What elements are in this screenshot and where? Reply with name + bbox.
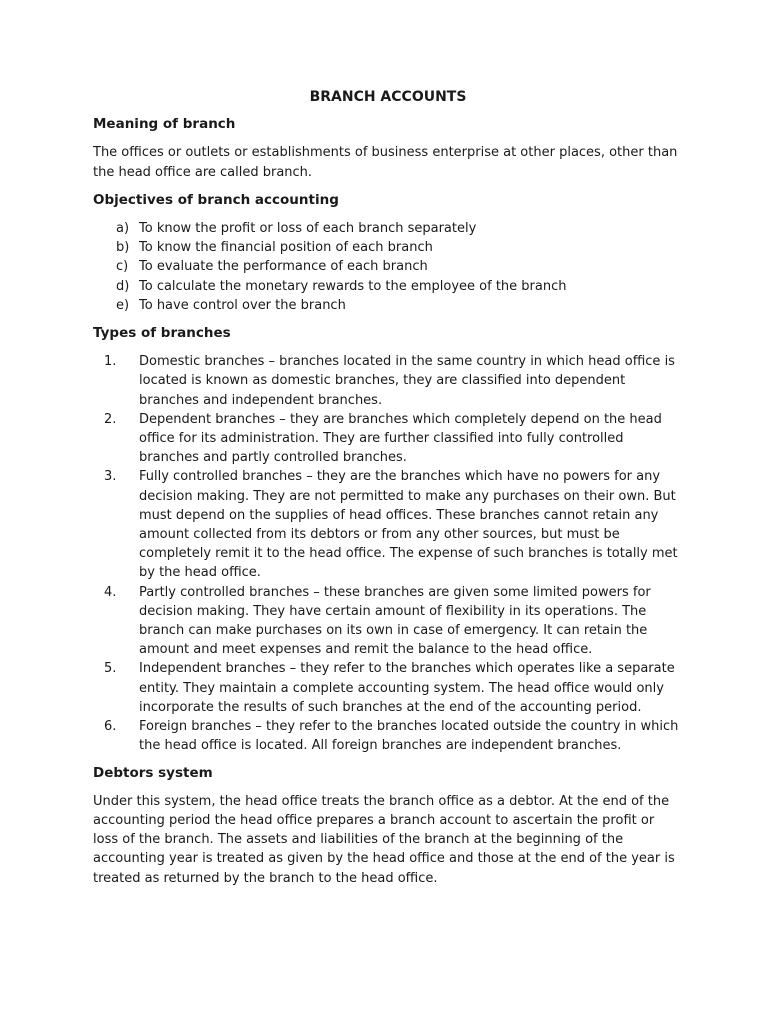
list-item-text: Dependent branches – they are branches which completely depend on the head office for its administration. They are further classified into fully controlled branches and partly controlled branches. xyxy=(139,411,662,466)
list-item-text: Domestic branches – branches located in the same country in which head office is located is known as domestic branches, they are classified into dependent branches and independent branches. xyxy=(139,354,675,408)
paragraph-debtors-system: Under this system, the head office treats the branch office as a debtor. At the end of the accounting period the head office prepares a branch account to ascertain the profit or loss of the branch. The assets and liabilities of the branch at the beginning of the accounting year is treated as given by the head office and those at the end of the year is treated as returned by the branch to the head office. xyxy=(93,793,675,886)
list-marker: a) xyxy=(116,221,130,237)
list-item-text: To know the profit or loss of each branch separately xyxy=(139,221,477,237)
list-item xyxy=(93,410,683,468)
heading-debtors-system: Debtors system xyxy=(93,764,213,781)
list-item-text: To have control over the branch xyxy=(139,297,346,313)
list-marker: 1. xyxy=(104,354,117,370)
list-marker: b) xyxy=(116,240,130,256)
document-title: BRANCH ACCOUNTS xyxy=(309,89,467,105)
list-item xyxy=(93,583,683,660)
list-marker: e) xyxy=(116,297,130,313)
list-item xyxy=(93,219,683,238)
list-item-text: Foreign branches – they refer to the branches located outside the country in which the head office is located. All foreign branches are independent branches. xyxy=(139,719,679,754)
list-item xyxy=(93,277,683,296)
list-item-text: To calculate the monetary rewards to the employee of the branch xyxy=(139,278,567,294)
list-item xyxy=(93,717,683,755)
types-list xyxy=(93,352,683,755)
paragraph-meaning-of-branch: The offices or outlets or establishments of business enterprise at other places, other than the head office are called branch. xyxy=(93,145,678,180)
list-marker: 5. xyxy=(104,661,117,677)
list-item xyxy=(93,257,683,276)
list-item xyxy=(93,296,683,315)
list-marker: c) xyxy=(116,259,129,275)
list-item-text: Partly controlled branches – these branches are given some limited powers for decision making. They have certain amount of flexibility in its operations. The branch can make purchases on its own in case of emergency. It can retain the amount and meet expenses and remit the balance to the head office. xyxy=(139,584,651,658)
heading-meaning-of-branch: Meaning of branch xyxy=(93,116,236,133)
list-marker: 2. xyxy=(104,411,117,427)
document-page xyxy=(93,88,683,897)
list-item xyxy=(93,467,683,582)
list-item-text: To evaluate the performance of each branch xyxy=(139,259,428,275)
list-item-text: Independent branches – they refer to the branches which operates like a separate entity. They maintain a complete accounting system. The head office would only incorporate the results of such branches at the end of the accounting period. xyxy=(139,661,675,715)
list-item xyxy=(93,352,683,410)
list-marker: 4. xyxy=(104,584,117,600)
objectives-list xyxy=(93,219,683,315)
list-marker: 6. xyxy=(104,719,117,735)
list-item xyxy=(93,659,683,717)
list-marker: d) xyxy=(116,278,130,294)
heading-types-of-branches: Types of branches xyxy=(93,325,231,342)
list-item xyxy=(93,238,683,257)
list-item-text: Fully controlled branches – they are the branches which have no powers for any decision making. They are not permitted to make any purchases on their own. But must depend on the supplies of head offices. These branches cannot retain any amount collected from its debtors or from any other sources, but must be completely remit it to the head office. The expense of such branches is totally met by the head office. xyxy=(139,469,678,581)
list-item-text: To know the financial position of each branch xyxy=(139,240,433,256)
list-marker: 3. xyxy=(104,469,117,485)
heading-objectives: Objectives of branch accounting xyxy=(93,191,339,208)
